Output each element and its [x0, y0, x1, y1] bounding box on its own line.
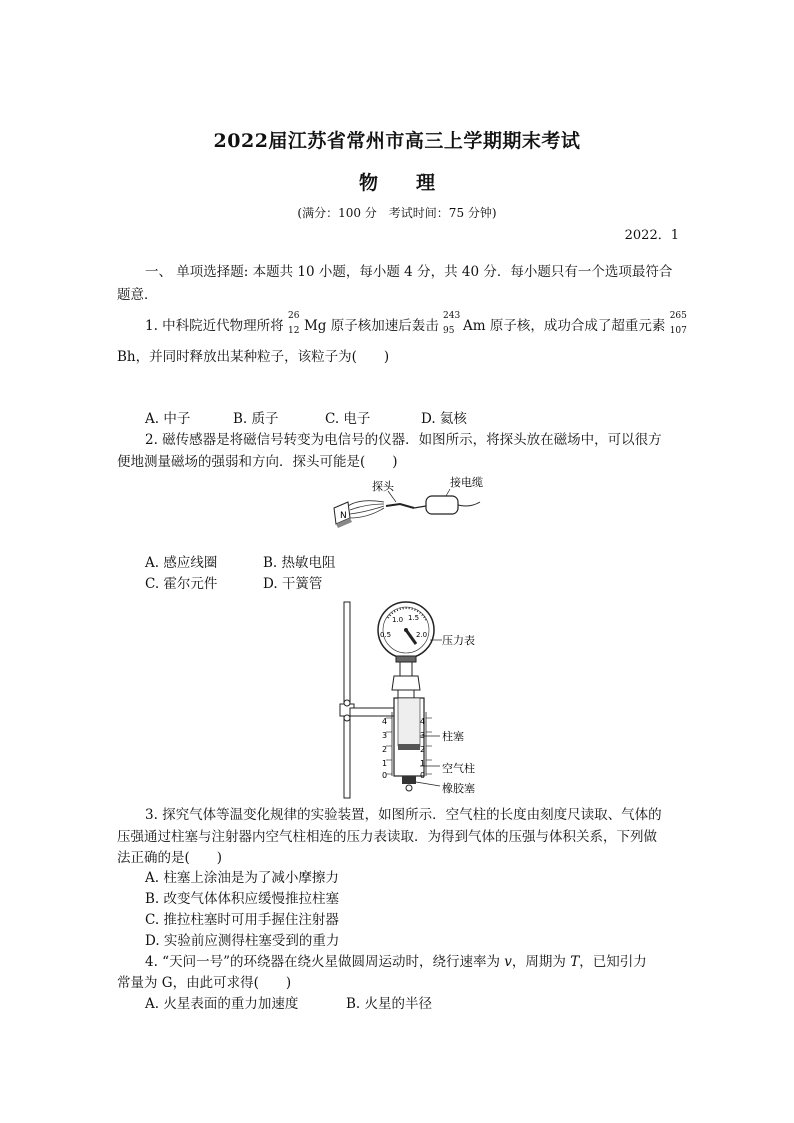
exam-date: 2022．1: [624, 228, 679, 243]
q4-stem-line1: [145, 952, 647, 973]
q3-option-b: B. 改变气体体积应缓慢推拉柱塞: [145, 891, 340, 907]
left-scale-tick-0: 0: [382, 771, 388, 780]
q4-option-a: A. 火星表面的重力加速度: [145, 996, 299, 1012]
q1-bh-nuclide: [669, 311, 690, 336]
gauge-tick-1: 1.0: [392, 616, 404, 624]
q1-bh-mass: 265: [669, 311, 687, 321]
q1-option-b: B. 质子: [233, 411, 279, 427]
q1-text-a: 1. 中科院近代物理所将: [145, 318, 288, 334]
plunger: [398, 698, 420, 746]
q2-option-c: C. 霍尔元件: [145, 576, 218, 592]
q1-option-d: D. 氦核: [421, 411, 467, 427]
q1-stem-line2: Bh，并同时释放出某种粒子，该粒子为( ): [117, 349, 390, 365]
q4-text-c: ，已知引力: [579, 954, 647, 970]
field-lines: [348, 501, 384, 518]
connector-nut: [392, 676, 420, 690]
q4-option-b: B. 火星的半径: [346, 996, 433, 1012]
cable-out: [458, 502, 480, 506]
q1-bh-number: 107: [669, 326, 687, 336]
q1-option-c: C. 电子: [325, 411, 371, 427]
q3-stem-line2: 压强通过柱塞与注射器内空气柱相连的压力表读取．为得到气体的压强与体积关系，下列做: [117, 829, 657, 845]
magnet-n-label: N: [340, 511, 347, 521]
probe-label: 探头: [372, 480, 394, 493]
right-scale-tick-0: 0: [420, 771, 426, 780]
gauge-tick-0: 0.5: [380, 631, 392, 639]
exam-meta: (满分：100 分 考试时间：75 分钟): [297, 206, 497, 220]
left-scale-tick-4: 4: [382, 717, 388, 726]
q4-stem-line2: 常量为 G，由此可求得( ): [117, 975, 292, 991]
gauge-tick-2: 1.5: [408, 614, 420, 622]
q2-option-b: B. 热敏电阻: [263, 555, 336, 571]
right-scale-tick-2: 2: [420, 745, 426, 754]
q3-option-d: D. 实验前应测得柱塞受到的重力: [145, 933, 340, 949]
q1-am-nuclide: [443, 311, 463, 336]
q1-option-a: A. 中子: [145, 411, 191, 427]
gas-law-apparatus-figure: [338, 600, 488, 800]
exam-title: 2022届江苏省常州市高三上学期期末考试: [213, 130, 581, 152]
q1-text-b: 原子核加速后轰击: [326, 318, 444, 334]
plunger-head: [398, 744, 420, 750]
q1-text-c: 原子核，成功合成了超重元素: [485, 318, 670, 334]
q1-mg-symbol: Mg: [303, 318, 327, 334]
q4-text-a: 4. “天问一号”的环绕器在绕火星做圆周运动时，绕行速率为: [145, 954, 505, 970]
q1-am-symbol: Am: [463, 318, 486, 334]
gauge-connector: [400, 662, 412, 676]
q4-text-b: ，周期为: [511, 954, 571, 970]
section-heading-line2: 题意．: [117, 287, 158, 303]
q3-option-c: C. 推拉柱塞时可用手握住注射器: [145, 912, 339, 928]
probe-cable: [414, 506, 426, 508]
left-scale-tick-1: 1: [382, 759, 388, 768]
left-scale: [382, 712, 392, 780]
q2-option-a: A. 感应线圈: [145, 555, 218, 571]
cable-leader: [446, 489, 450, 496]
q3-option-a: A. 柱塞上涂油是为了减小摩擦力: [145, 870, 339, 886]
q1-am-mass: 243: [443, 311, 461, 321]
left-scale-tick-2: 2: [382, 745, 388, 754]
left-scale-tick-3: 3: [382, 731, 388, 740]
pressure-gauge: [378, 602, 434, 662]
gauge-tick-3: 2.0: [416, 631, 428, 639]
q1-am-number: 95: [443, 326, 455, 336]
label-gauge: 压力表: [442, 634, 475, 647]
q1-mg-mass: 26: [287, 311, 300, 321]
rubber-stopper: [402, 776, 416, 784]
probe-stick: [386, 504, 414, 508]
label-air-column: 空气柱: [442, 762, 475, 775]
q1-stem-line1: [145, 311, 690, 337]
q2-option-d: D. 干簧管: [263, 576, 323, 592]
subject-title: 物 理: [358, 172, 435, 194]
magnetic-probe-figure: [330, 474, 500, 530]
q3-stem-line1: 3. 探究气体等温变化规律的实验装置，如图所示．空气柱的长度由刻度尺读取、气体的: [145, 807, 662, 823]
q1-mg-number: 12: [287, 326, 300, 336]
q4-var-t: T: [570, 954, 580, 970]
right-scale-tick-4: 4: [420, 717, 426, 726]
right-scale-tick-3: 3: [420, 731, 426, 740]
q2-stem-line2: 便地测量磁场的强弱和方向．探头可能是( ): [117, 454, 398, 470]
magnet-pole: [334, 502, 352, 528]
q4-var-v: v: [504, 954, 512, 970]
q1-mg-nuclide: [287, 311, 304, 336]
label-plunger: 柱塞: [442, 730, 464, 743]
q2-stem-line1: 2. 磁传感器是将磁信号转变为电信号的仪器．如图所示，将探头放在磁场中，可以很方: [145, 432, 662, 448]
cable-label: 接电缆: [450, 476, 483, 489]
q3-stem-line3: 法正确的是( ): [117, 850, 223, 866]
right-scale-tick-1: 1: [420, 759, 426, 768]
probe-handle: [426, 496, 458, 514]
label-rubber-stopper: 橡胶塞: [442, 782, 475, 795]
section-heading-line1: 一、 单项选择题: 本题共 10 小题，每小题 4 分，共 40 分．每小题只有一个选项最符合: [145, 264, 673, 280]
